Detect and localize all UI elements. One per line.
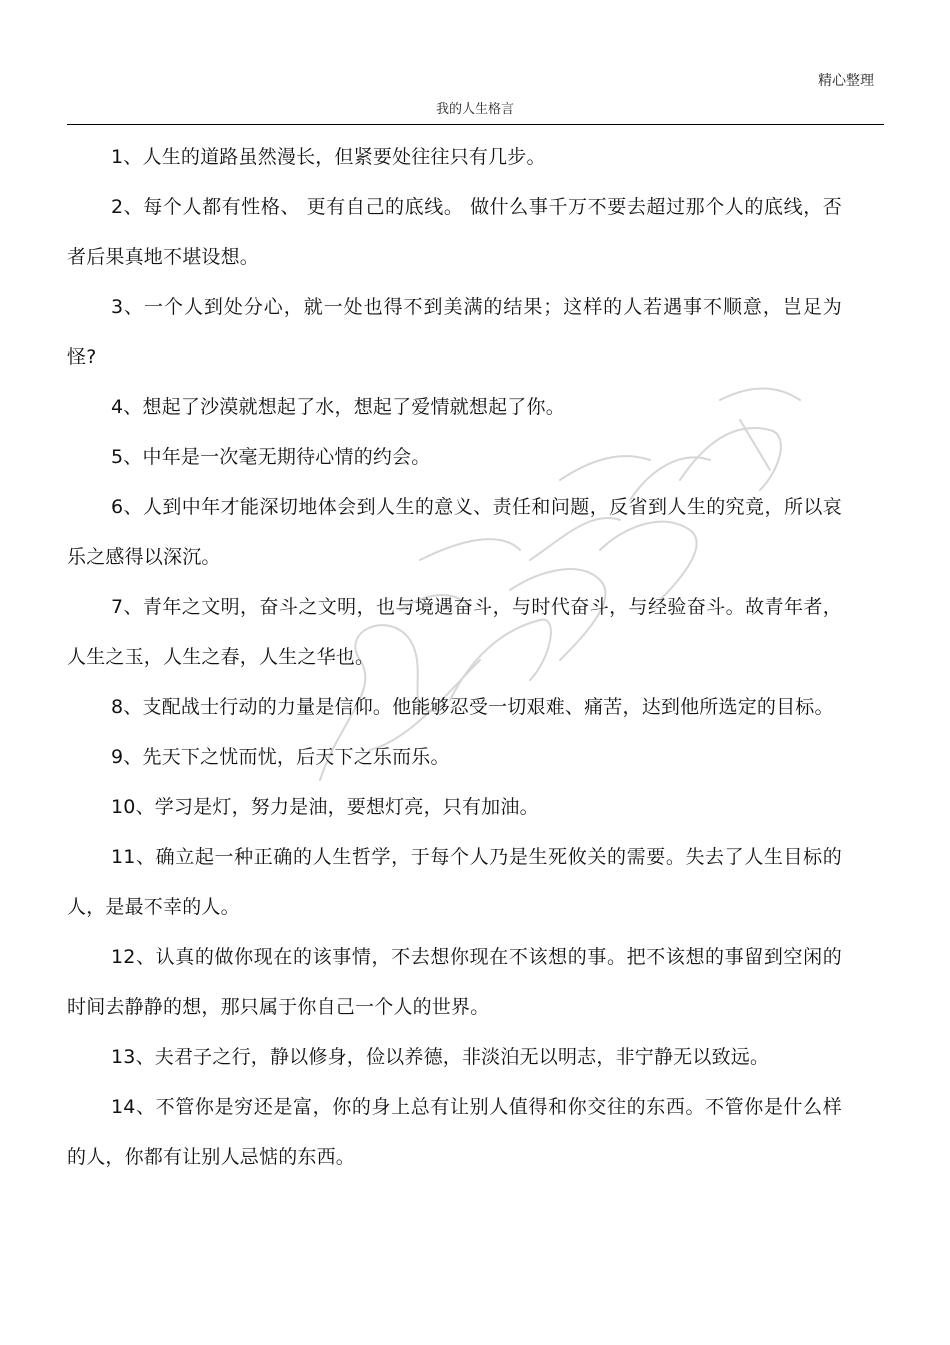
list-item: 9、先天下之忧而忧，后天下之乐而乐。 — [111, 746, 450, 768]
list-item: 2、每个人都有性格、 更有自己的底线。 做什么事千万不要去超过那个人的底线，否者后果真地不堪设想。 — [67, 196, 842, 268]
list-item: 10、学习是灯，努力是油，要想灯亮，只有加油。 — [111, 796, 539, 818]
list-item: 1、人生的道路虽然漫长，但紧要处往往只有几步。 — [111, 146, 546, 168]
header-divider — [67, 124, 884, 125]
list-item: 7、青年之文明，奋斗之文明，也与境遇奋斗，与时代奋斗，与经验奋斗。故青年者，人生之玉，人生之春，人生之华也。 — [67, 596, 842, 668]
list-item: 3、一个人到处分心，就一处也得不到美满的结果；这样的人若遇事不顺意，岂足为怪? — [67, 296, 842, 368]
list-item: 11、确立起一种正确的人生哲学，于每个人乃是生死攸关的需要。失去了人生目标的人，是最不幸的人。 — [67, 846, 842, 918]
list-item: 8、支配战士行动的力量是信仰。他能够忍受一切艰难、痛苦，达到他所选定的目标。 — [111, 696, 834, 718]
list-item: 5、中年是一次毫无期待心情的约会。 — [111, 446, 431, 468]
list-item: 13、夫君子之行，静以修身，俭以养德，非淡泊无以明志，非宁静无以致远。 — [111, 1046, 770, 1068]
list-item: 4、想起了沙漠就想起了水，想起了爱情就想起了你。 — [111, 396, 565, 418]
list-item: 14、不管你是穷还是富，你的身上总有让别人值得和你交往的东西。不管你是什么样的人，你都有让别人忌惦的东西。 — [67, 1096, 842, 1168]
list-item: 12、认真的做你现在的该事情，不去想你现在不该想的事。把不该想的事留到空闲的时间去静静的想，那只属于你自己一个人的世界。 — [67, 946, 842, 1018]
page-title: 我的人生格言 — [435, 102, 514, 117]
corner-label: 精心整理 — [818, 73, 874, 89]
quote-list — [67, 132, 842, 1182]
list-item: 6、人到中年才能深切地体会到人生的意义、责任和问题，反省到人生的究竟，所以哀乐之感得以深沉。 — [67, 496, 842, 568]
